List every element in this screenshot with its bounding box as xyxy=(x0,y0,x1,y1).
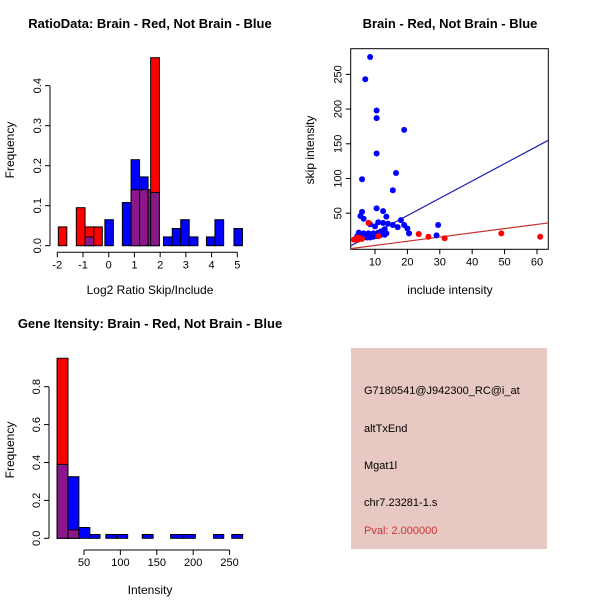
scatter-point-red xyxy=(498,230,504,236)
histogram-bar-blue xyxy=(79,527,90,538)
histogram-bar-blue xyxy=(232,535,243,539)
scatter-point-red xyxy=(354,235,360,241)
y-tick-label: 0.6 xyxy=(31,416,43,433)
x-tick-label: 200 xyxy=(183,557,203,569)
scatter-point-blue xyxy=(374,115,380,121)
histogram-bar-blue xyxy=(68,477,79,539)
scatter-point-blue xyxy=(401,127,407,133)
scatter-point-blue xyxy=(374,205,380,211)
ratio-histogram-plot xyxy=(0,0,300,300)
histogram-bar-purple xyxy=(85,237,94,246)
gene-histogram-xlabel: Intensity xyxy=(127,583,173,597)
scatter-point-blue xyxy=(435,222,441,228)
scatter-point-blue xyxy=(374,151,380,157)
y-tick-label: 250 xyxy=(332,65,345,84)
scatter-point-red xyxy=(375,233,381,239)
x-tick-label: 10 xyxy=(368,256,382,269)
histogram-bar-purple xyxy=(57,464,68,538)
histogram-bar-blue xyxy=(164,237,173,246)
scatter-title: Brain - Red, Not Brain - Blue xyxy=(362,16,538,31)
histogram-bar-blue xyxy=(214,535,224,539)
histogram-bar-red xyxy=(58,227,66,246)
ratio-histogram-ylabel: Frequency xyxy=(3,121,17,179)
histogram-bar-blue xyxy=(206,237,214,246)
scatter-point-blue xyxy=(372,223,378,229)
scatter-point-blue xyxy=(434,232,440,238)
scatter-point-red xyxy=(442,235,448,241)
y-tick-label: 0.4 xyxy=(32,78,44,94)
plot-box xyxy=(351,49,549,250)
histogram-bar-blue xyxy=(189,237,198,246)
panel-gene-info xyxy=(300,300,600,600)
x-tick-label: 0 xyxy=(105,259,112,272)
x-tick-label: -2 xyxy=(52,259,63,272)
scatter-point-blue xyxy=(367,54,373,60)
scatter-point-blue xyxy=(361,216,367,222)
y-tick-label: 100 xyxy=(332,169,345,188)
scatter-point-red xyxy=(425,234,431,240)
histogram-bar-blue xyxy=(234,229,242,246)
y-tick-label: 200 xyxy=(332,99,345,119)
y-tick-label: 0.2 xyxy=(32,158,44,174)
x-tick-label: 2 xyxy=(157,259,164,272)
y-tick-label: 0.3 xyxy=(32,118,44,134)
x-tick-label: 20 xyxy=(401,256,414,269)
ratio-histogram-xlabel: Log2 Ratio Skip/Include xyxy=(86,283,214,297)
histogram-bar-red xyxy=(76,208,85,246)
histogram-bar-blue xyxy=(122,203,131,246)
scatter-point-blue xyxy=(393,170,399,176)
y-tick-label: 0.0 xyxy=(32,238,44,254)
x-tick-label: 250 xyxy=(220,557,239,569)
gene-symbol-text: Mgat1l xyxy=(364,460,398,472)
x-tick-label: 4 xyxy=(208,259,215,272)
x-tick-label: 100 xyxy=(111,557,130,569)
histogram-bar-purple xyxy=(151,193,160,246)
y-tick-label: 0.4 xyxy=(31,454,43,471)
scatter-point-blue xyxy=(406,230,412,236)
x-tick-label: 60 xyxy=(530,256,544,269)
histogram-bar-blue xyxy=(181,220,189,246)
panel-ratio-histogram xyxy=(0,0,300,300)
x-tick-label: 50 xyxy=(77,557,91,569)
scatter-point-red xyxy=(416,231,422,237)
gene-intensity-histogram-plot xyxy=(0,300,300,600)
panel-gene-intensity-histogram xyxy=(0,300,300,600)
gene-histogram-title: Gene Itensity: Brain - Red, Not Brain - Blue xyxy=(17,316,283,331)
x-tick-label: 3 xyxy=(182,259,189,272)
histogram-bar-blue xyxy=(142,535,153,539)
x-tick-label: 50 xyxy=(498,256,511,269)
gene-info-box xyxy=(351,348,547,549)
pval-text: Pval: 2.000000 xyxy=(364,525,438,537)
scatter-ylabel: skip intensity xyxy=(303,115,317,185)
histogram-bar-blue xyxy=(117,535,128,539)
scatter-point-blue xyxy=(383,214,389,220)
x-tick-label: -1 xyxy=(78,259,88,272)
intensity-scatter-plot xyxy=(300,0,600,300)
histogram-bar-red xyxy=(94,227,102,246)
y-tick-label: 0.2 xyxy=(31,492,43,509)
scatter-point-blue xyxy=(359,176,365,182)
scatter-point-red xyxy=(366,220,372,226)
histogram-bar-blue xyxy=(105,220,113,246)
y-tick-label: 0.1 xyxy=(32,198,44,214)
panel-intensity-scatter xyxy=(300,0,600,300)
y-tick-label: 0.0 xyxy=(31,530,43,546)
histogram-bar-purple xyxy=(140,190,148,246)
y-tick-label: 50 xyxy=(332,207,345,220)
histogram-bar-blue xyxy=(172,229,180,246)
x-tick-label: 1 xyxy=(131,259,138,272)
scatter-point-blue xyxy=(390,187,396,193)
histogram-bar-blue xyxy=(171,535,183,539)
probe-id-text: G7180541@J942300_RC@i_at xyxy=(364,385,520,397)
scatter-point-red xyxy=(537,234,543,240)
splice-event-type-text: altTxEnd xyxy=(364,423,408,435)
locus-id-text: chr7.23281-1.s xyxy=(364,497,438,509)
ratio-histogram-title: RatioData: Brain - Red, Not Brain - Blue xyxy=(28,16,272,31)
gene-histogram-ylabel: Frequency xyxy=(3,421,17,479)
histogram-bar-blue xyxy=(215,220,224,246)
y-tick-label: 150 xyxy=(332,134,345,153)
x-tick-label: 30 xyxy=(433,256,446,269)
histogram-bar-purple xyxy=(131,190,139,246)
scatter-point-blue xyxy=(362,76,368,82)
histogram-bar-blue xyxy=(183,535,195,539)
x-tick-label: 150 xyxy=(147,557,166,569)
scatter-point-blue xyxy=(395,224,401,230)
histogram-bar-blue xyxy=(90,535,100,539)
x-tick-label: 40 xyxy=(466,256,479,269)
y-tick-label: 0.8 xyxy=(31,379,43,395)
scatter-xlabel: include intensity xyxy=(407,283,493,297)
scatter-point-blue xyxy=(380,208,386,214)
histogram-bar-purple xyxy=(68,530,79,539)
histogram-bar-blue xyxy=(106,535,117,539)
x-tick-label: 5 xyxy=(234,259,241,272)
scatter-point-blue xyxy=(374,107,380,113)
